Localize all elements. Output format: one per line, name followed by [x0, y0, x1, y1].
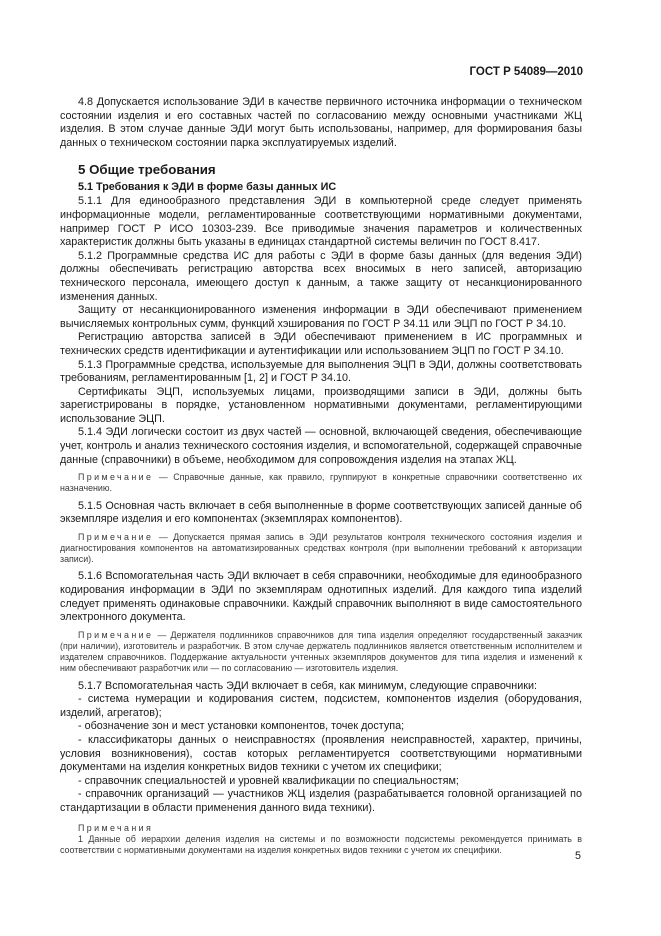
note-2	[60, 532, 582, 566]
paragraph-5-1-6: 5.1.6 Вспомогательная часть ЭДИ включает в себя справочники, необходимые для единообразного кодирования информации в ЭДИ по экземплярам однотипных изделий. Для каждого типа изделий следует применять одинаковые справочники. Каждый справочник выполняют в виде самостоятельного электронного документа.	[60, 570, 582, 624]
notes-final-label: Примечания	[78, 822, 154, 833]
list-item: - обозначение зон и мест установки компонентов, точек доступа;	[78, 720, 405, 733]
page-number: 5	[575, 850, 582, 862]
paragraph-5-1-3: 5.1.3 Программные средства, используемые для выполнения ЭЦП в ЭДИ, должны соответствовать требованиям, регламентированным [1, 2] и ГОСТ Р 34.10.	[60, 358, 582, 385]
note-3-text: — Держателя подлинников справочников для типа изделия определяют государственный заказчик (при наличии), изготовитель и разработчик. В этом случае держатель подлинников является ответственным исполнителем и издателем справочников. Поддержание актуальности учтенных экземпляров документов для типа изделия и изменений к ним обеспечивают разработчик или — по согласованию — изготовитель изделия.	[60, 629, 582, 674]
notes-final-item-1: 1 Данные об иерархии деления изделия на системы и по возможности подсистемы рекомендуется принимать в соответствии с нормативными документами на изделия конкретных видов техники с учетом их специфики.	[60, 833, 582, 855]
list-item: - справочник специальностей и уровней квалификации по специальностям;	[78, 774, 459, 787]
section-5-heading: 5 Общие требования	[78, 162, 216, 178]
paragraph-5-1-7: 5.1.7 Вспомогательная часть ЭДИ включает в себя, как минимум, следующие справочники:	[78, 679, 537, 692]
paragraph-5-1-5: 5.1.5 Основная часть включает в себя выполненные в форме соответствующих записей данные об экземпляре изделия и его компонентах (экземплярах компонентов).	[60, 499, 582, 526]
list-item: - классификаторы данных о неисправностях (проявления неисправностей, характер, причины, условия возникновения), состав которых регламентируется соответствующими нормативными документами на изделия конкретных видов техники с учетом их специфики;	[60, 734, 582, 774]
note-3	[60, 630, 582, 675]
section-5-1-heading: 5.1 Требования к ЭДИ в форме базы данных ИС	[78, 181, 337, 194]
paragraph-certificates: Сертификаты ЭЦП, используемых лицами, производящими записи в ЭДИ, должны быть зарегистрированы в порядке, установленном нормативными документами, регламентирующими использование ЭЦП.	[60, 385, 582, 425]
note-2-label: Примечание	[78, 531, 154, 542]
note-3-label: Примечание	[78, 629, 154, 640]
note-1-text: — Справочные данные, как правило, группируют в конкретные справочники соответственно их назначению.	[60, 472, 582, 494]
paragraph-registration: Регистрацию авторства записей в ЭДИ обеспечивают применением в ИС программных и технических средств идентификации и аутентификации или использованием ЭЦП по ГОСТ Р 34.10.	[60, 331, 582, 357]
list-item: - справочник организаций — участников ЖЦ изделия (разрабатывается головной организацией по стандартизации в области применения данного вида техники).	[60, 788, 582, 814]
paragraph-5-1-1: 5.1.1 Для единообразного представления ЭДИ в компьютерной среде следует применять информационные модели, регламентированные соответствующими нормативными документами, например ГОСТ Р ИСО 10303-239. Все приводимые значения параметров и количественных характеристик должны быть указаны в единицах стандартной системы величин по ГОСТ 8.417.	[60, 195, 582, 249]
paragraph-protection: Защиту от несанкционированного изменения информации в ЭДИ обеспечивают применением вычисляемых контрольных сумм, функций хэширования по ГОСТ Р 34.11 или ЭЦП по ГОСТ Р 34.10.	[60, 304, 582, 330]
document-body	[60, 96, 582, 856]
note-1	[60, 472, 582, 494]
paragraph-5-1-2: 5.1.2 Программные средства ИС для работы с ЭДИ в форме базы данных (для ведения ЭДИ) должны обеспечивать регистрацию авторства всех вносимых в него записей, авторизацию технического персонала, имеющего доступ к данным, а также защиту от несанкционированного изменения данных.	[60, 249, 582, 303]
document-id-header: ГОСТ Р 54089—2010	[469, 66, 583, 78]
note-2-text: — Допускается прямая запись в ЭДИ результатов контроля технического состояния изделия и диагностирования компонентов на автоматизированных средствах контроля (при выполнении требований к авторизации записи).	[60, 531, 582, 565]
list-item: - система нумерации и кодирования систем, подсистем, компонентов изделия (оборудования, изделий, агрегатов);	[60, 693, 582, 719]
paragraph-5-1-4: 5.1.4 ЭДИ логически состоит из двух частей — основной, включающей сведения, обеспечивающие учет, контроль и анализ технического состояния изделия, и вспомогательной, содержащей справочные данные (справочники) в объеме, необходимом для сопровождения изделия на этапах ЖЦ.	[60, 426, 582, 466]
paragraph-4-8: 4.8 Допускается использование ЭДИ в качестве первичного источника информации о техническом состоянии изделия и его составных частей по согласованию между основными участниками ЖЦ изделия. В этом случае данные ЭДИ могут быть использованы, например, для формирования базы данных о техническом состоянии парка эксплуатируемых изделий.	[60, 96, 582, 149]
note-1-label: Примечание	[78, 472, 154, 483]
